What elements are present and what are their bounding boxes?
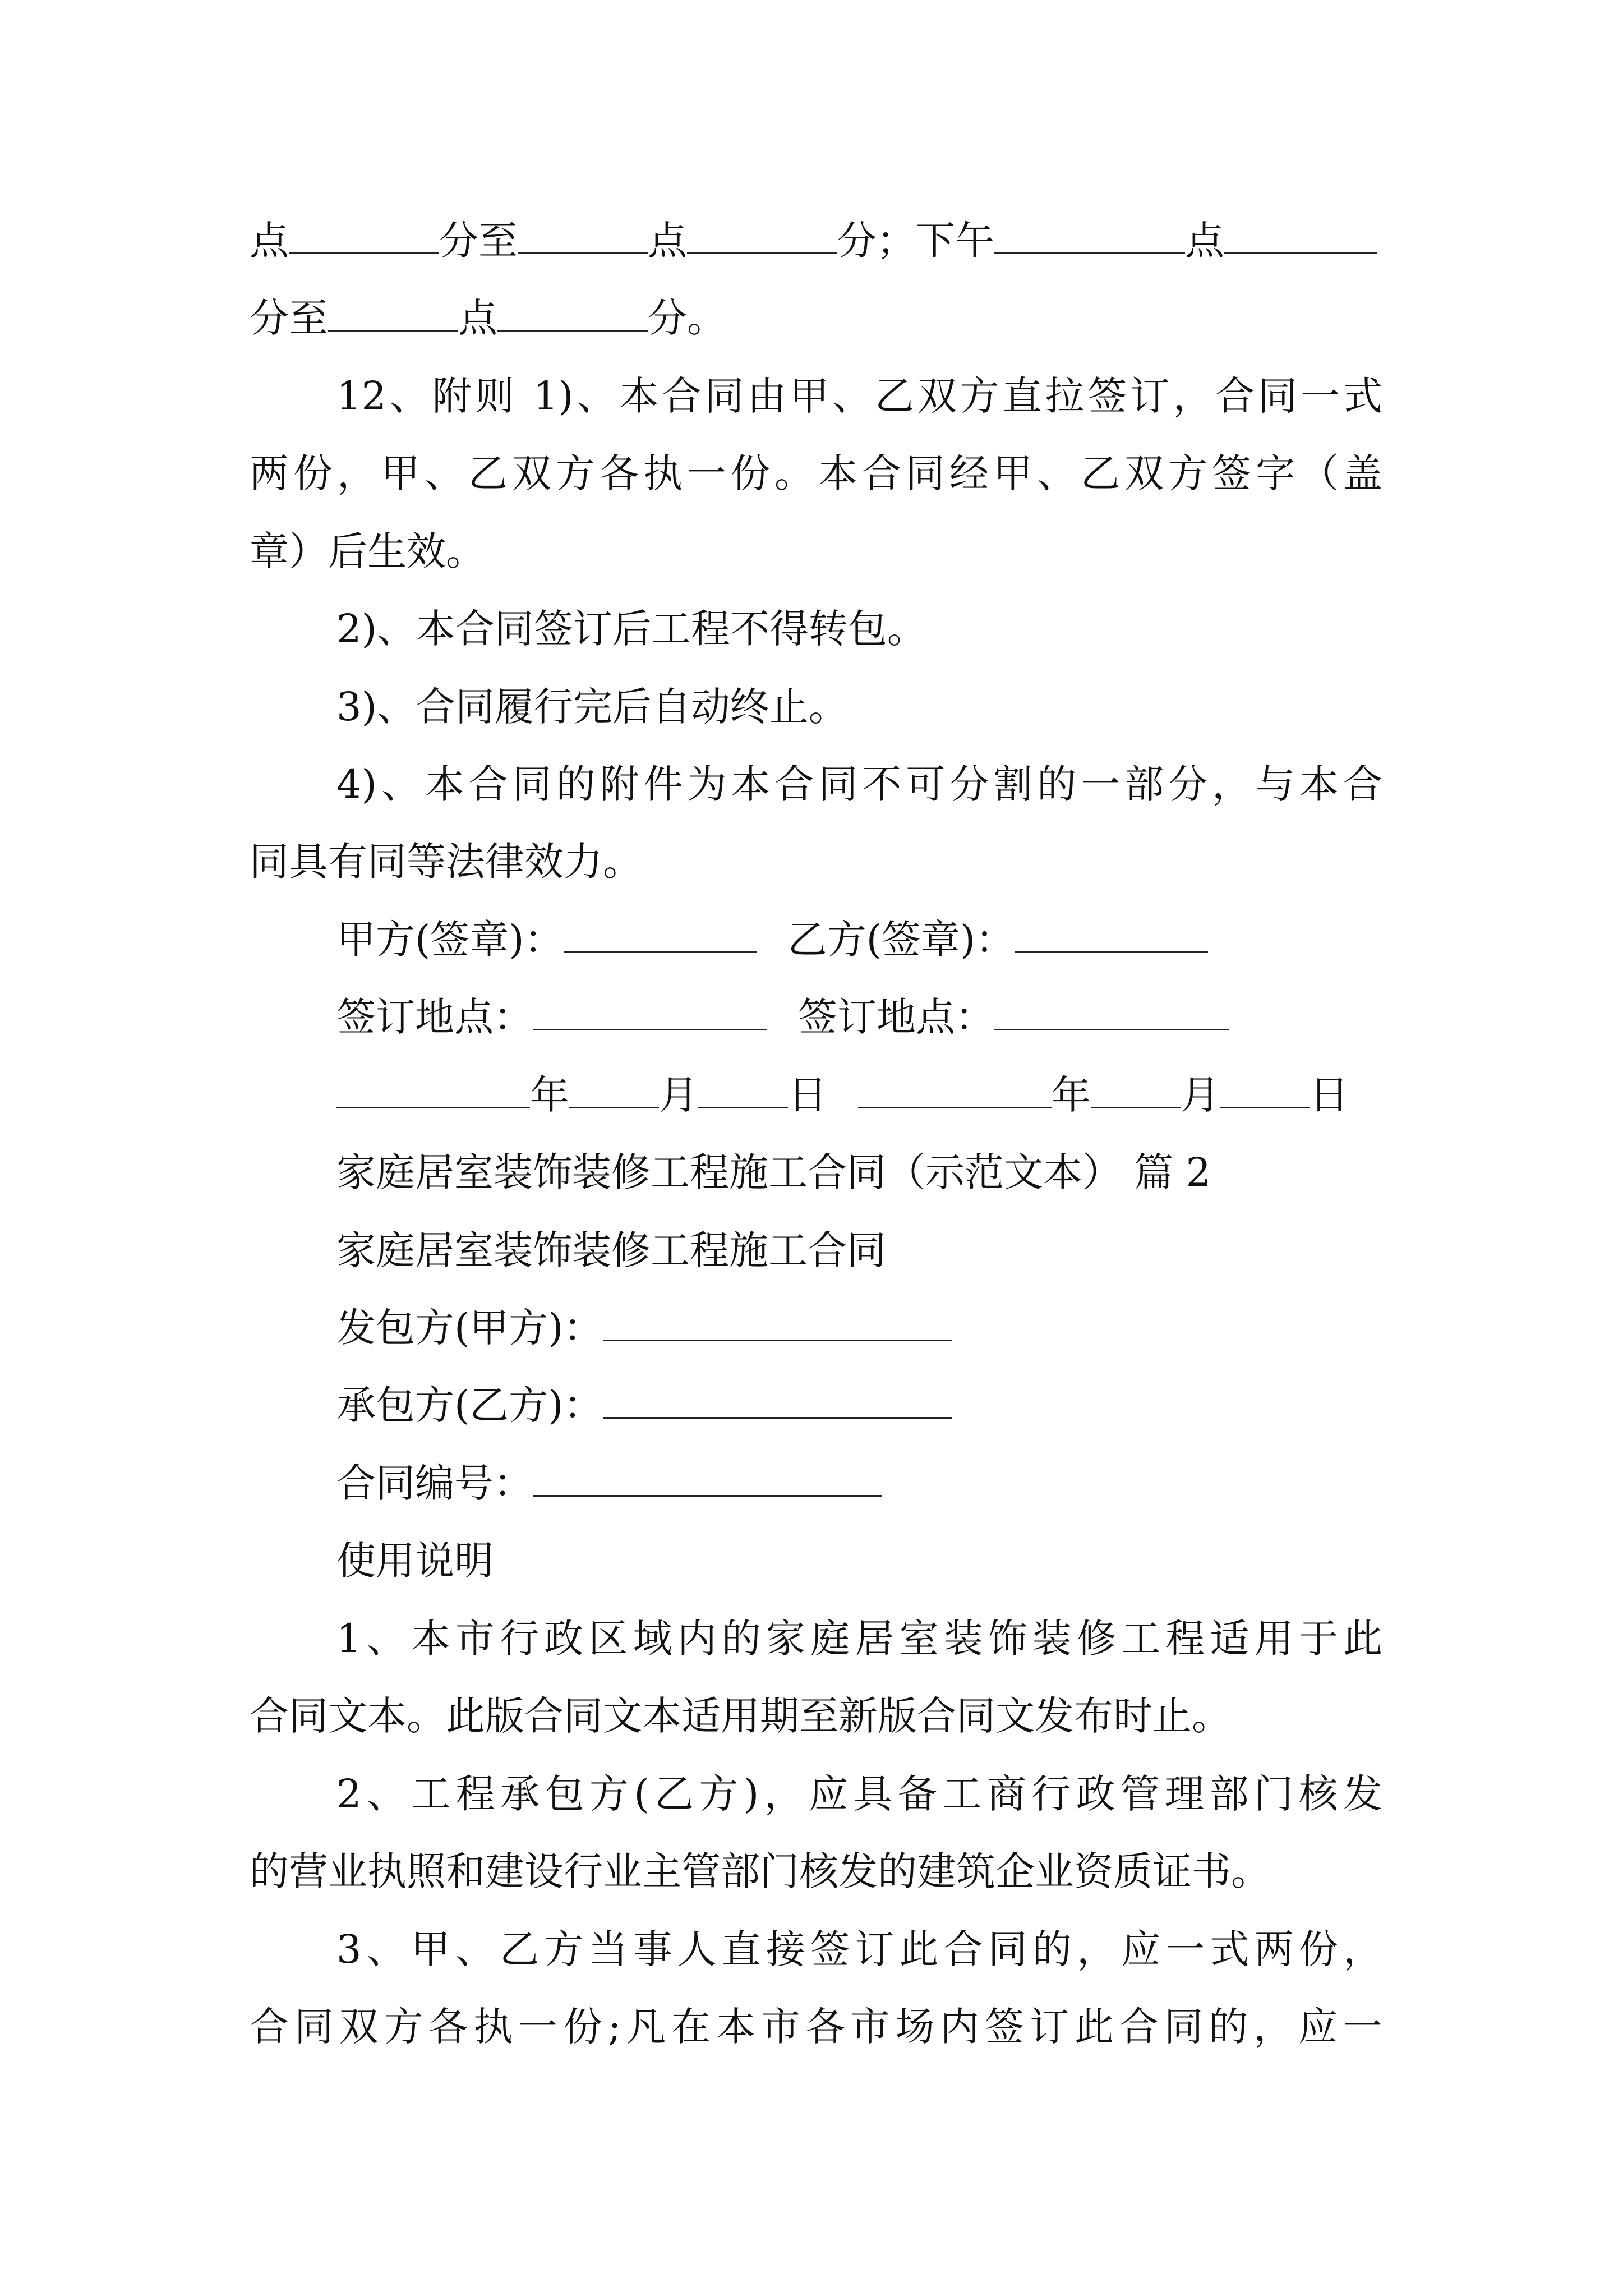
blank xyxy=(687,218,837,254)
signature-row xyxy=(336,901,1208,978)
article12-item4-line1: 4)、本合同的附件为本合同不可分割的一部分，与本合 xyxy=(336,761,1382,807)
year-b-label: 年 xyxy=(1052,1072,1091,1118)
note1-line2: 合同文本。此版合同文本适用期至新版合同文发布时止。 xyxy=(250,1693,1231,1739)
month-a-blank xyxy=(569,1072,659,1108)
text-fenzhi: 分至 xyxy=(250,295,328,341)
blank xyxy=(289,218,439,254)
day-a-blank xyxy=(698,1072,788,1108)
contract-no-blank xyxy=(533,1460,882,1497)
contract-no-label: 合同编号： xyxy=(336,1460,533,1506)
party-a-seal-label: 甲方(签章)： xyxy=(336,917,564,963)
note2-line1: 2、工程承包方(乙方)，应具备工商行政管理部门核发 xyxy=(336,1771,1382,1817)
text-dian: 点 xyxy=(648,218,687,264)
article12-item4-line2: 同具有同等法律效力。 xyxy=(250,839,642,885)
year-a-blank xyxy=(336,1072,530,1108)
party-b-seal-label: 乙方(签章)： xyxy=(787,917,1015,963)
text-fenzhi: 分至 xyxy=(439,218,518,264)
note2-line2: 的营业执照和建设行业主管部门核发的建筑企业资质证书。 xyxy=(250,1848,1270,1894)
employer-label: 发包方(甲方)： xyxy=(336,1305,603,1351)
text-dian: 点 xyxy=(1185,218,1224,264)
blank xyxy=(497,295,648,332)
text-dian: 点 xyxy=(458,295,497,341)
place-b-blank xyxy=(994,994,1229,1030)
party-b-seal-blank xyxy=(1015,917,1208,953)
blank xyxy=(518,218,648,254)
place-a-label: 签订地点： xyxy=(336,994,533,1040)
blank xyxy=(994,218,1185,254)
party-a-seal-blank xyxy=(564,917,757,953)
year-b-blank xyxy=(858,1072,1052,1108)
text-dian: 点 xyxy=(250,218,289,264)
month-b-label: 月 xyxy=(1181,1072,1220,1118)
article12-item3: 3)、合同履行完后自动终止。 xyxy=(336,684,848,730)
blank xyxy=(1224,218,1377,254)
note3-line1: 3、甲、乙方当事人直接签订此合同的，应一式两份， xyxy=(336,1926,1382,1972)
contractor-blank xyxy=(603,1382,952,1419)
day-a-label: 日 xyxy=(788,1072,827,1118)
contractor-row xyxy=(336,1366,952,1444)
text-fen-end: 分。 xyxy=(648,295,726,341)
note3-line2: 合同双方各执一份;凡在本市各市场内签订此合同的，应一 xyxy=(250,2004,1382,2050)
contract-no-row xyxy=(336,1444,882,1522)
contractor-label: 承包方(乙方)： xyxy=(336,1382,603,1428)
day-b-blank xyxy=(1220,1072,1310,1108)
part2-heading: 家庭居室装饰装修工程施工合同（示范文本） 篇 2 xyxy=(336,1149,1211,1195)
blank xyxy=(328,295,458,332)
month-b-blank xyxy=(1091,1072,1181,1108)
note1-line1: 1、本市行政区域内的家庭居室装饰装修工程适用于此 xyxy=(336,1616,1382,1662)
day-b-label: 日 xyxy=(1310,1072,1349,1118)
place-a-blank xyxy=(533,994,767,1030)
employer-blank xyxy=(603,1305,952,1341)
month-a-label: 月 xyxy=(659,1072,698,1118)
employer-row xyxy=(336,1289,952,1366)
article12-line1: 12、附则 1)、本合同由甲、乙双方直拉签订，合同一式 xyxy=(336,373,1382,419)
place-b-label: 签订地点： xyxy=(798,994,994,1040)
text-fen-xiawu: 分；下午 xyxy=(837,218,994,264)
article12-item2: 2)、本合同签订后工程不得转包。 xyxy=(336,606,926,652)
usage-title: 使用说明 xyxy=(336,1538,494,1584)
year-a-label: 年 xyxy=(530,1072,569,1118)
time-line-2 xyxy=(250,279,726,357)
article12-line3: 章）后生效。 xyxy=(250,528,485,574)
part2-title: 家庭居室装饰装修工程施工合同 xyxy=(336,1227,886,1273)
date-row xyxy=(336,1056,1349,1134)
signing-place-row xyxy=(336,978,1229,1056)
article12-line2: 两份，甲、乙双方各执一份。本合同经甲、乙双方签字（盖 xyxy=(250,450,1382,496)
time-line-1 xyxy=(250,202,1377,279)
